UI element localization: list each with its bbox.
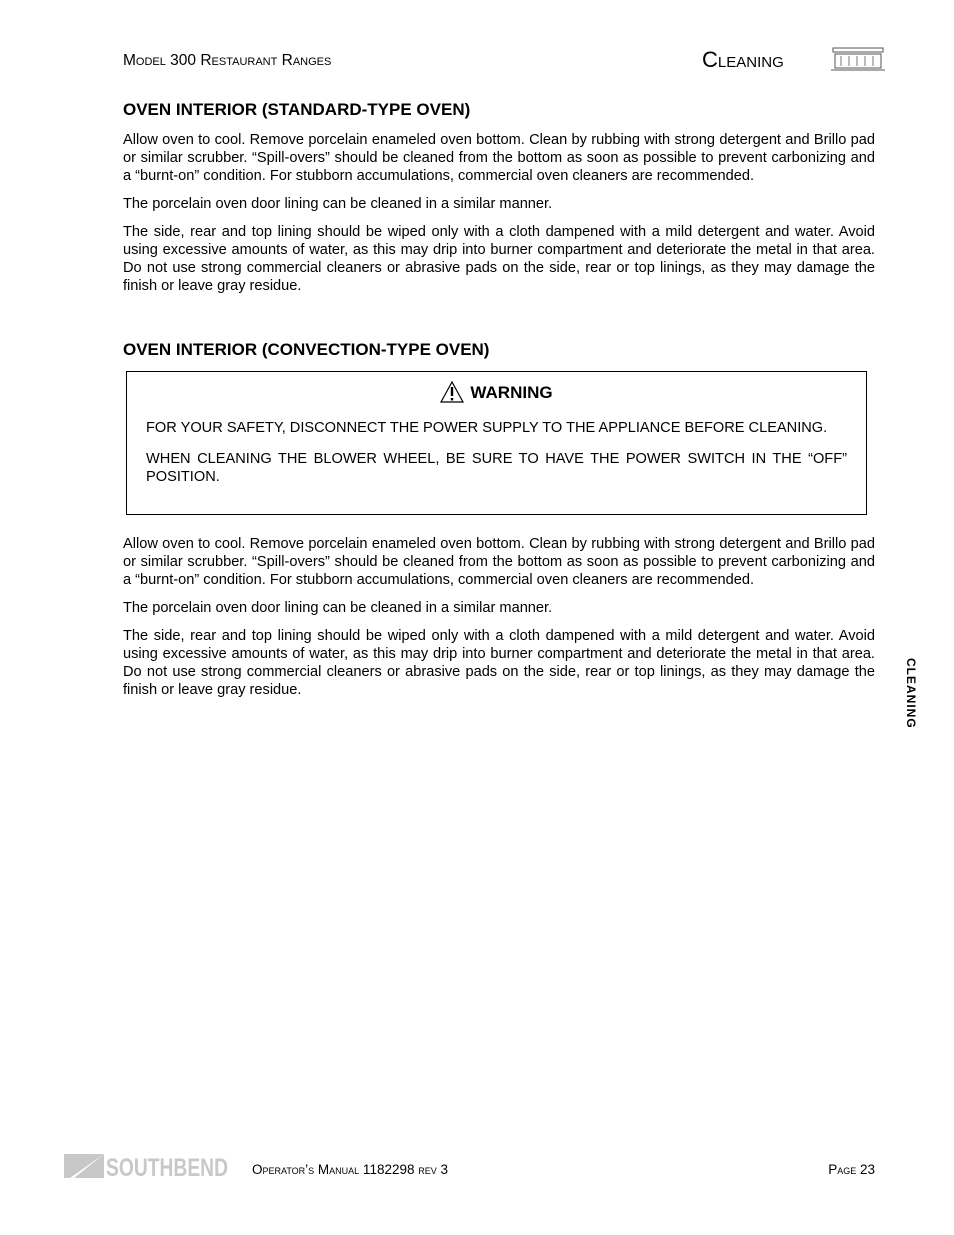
manual-title: Model 300 Restaurant Ranges <box>123 52 332 69</box>
section-title-header: Cleaning <box>702 47 784 72</box>
paragraph: Allow oven to cool. Remove porcelain enameled oven bottom. Clean by rubbing with strong detergent and Brillo pad or similar scrubber. “Spill-overs” should be cleaned from the bottom as soon as possible to prevent carbonizing and a “burnt-on” condition. For stubborn accumulations, commercial oven cleaners are recommended. <box>123 536 875 588</box>
southbend-logo <box>64 1152 230 1180</box>
warning-triangle-icon <box>440 381 464 403</box>
section-convection-oven-heading <box>123 341 875 359</box>
side-tab-cleaning: CLEANING <box>904 658 918 729</box>
warning-line: FOR YOUR SAFETY, DISCONNECT THE POWER SUPPLY TO THE APPLIANCE BEFORE CLEANING. <box>146 420 828 436</box>
warning-label: WARNING <box>470 383 553 402</box>
warning-line: WHEN CLEANING THE BLOWER WHEEL, BE SURE TO HAVE THE POWER SWITCH IN THE “OFF” POSITION. <box>146 451 847 485</box>
paragraph: The side, rear and top lining should be wiped only with a cloth dampened with a mild detergent and water. Avoid using excessive amounts of water, as this may drip into burner compartment and deteriorate the metal in that area. Do not use strong commercial cleaners or abrasive pads on the side, rear or top linings, as they may damage the finish or leave gray residue. <box>123 224 875 294</box>
section-heading: OVEN INTERIOR (STANDARD-TYPE OVEN) <box>123 100 471 119</box>
section-standard-oven <box>123 101 875 295</box>
range-icon <box>831 46 885 72</box>
section-convection-oven-body <box>123 535 875 699</box>
warning-heading <box>127 381 866 403</box>
page-number: Page 23 <box>828 1162 875 1177</box>
paragraph: The porcelain oven door lining can be cleaned in a similar manner. <box>123 196 553 212</box>
logo-text: SOUTHBEND <box>106 1154 228 1182</box>
paragraph: The porcelain oven door lining can be cleaned in a similar manner. <box>123 600 553 616</box>
warning-body <box>146 419 847 486</box>
footer-manual: Operator’s Manual 1182298 rev 3 <box>252 1162 449 1177</box>
warning-box <box>126 371 867 515</box>
paragraph: The side, rear and top lining should be wiped only with a cloth dampened with a mild detergent and water. Avoid using excessive amounts of water, as this may drip into burner compartment and deteriorate the metal in that area. Do not use strong commercial cleaners or abrasive pads on the side, rear or top linings, as they may damage the finish or leave gray residue. <box>123 628 875 698</box>
paragraph: Allow oven to cool. Remove porcelain enameled oven bottom. Clean by rubbing with strong detergent and Brillo pad or similar scrubber. “Spill-overs” should be cleaned from the bottom as soon as possible to prevent carbonizing and a “burnt-on” condition. For stubborn accumulations, commercial oven cleaners are recommended. <box>123 132 875 184</box>
section-heading: OVEN INTERIOR (CONVECTION-TYPE OVEN) <box>123 340 490 359</box>
